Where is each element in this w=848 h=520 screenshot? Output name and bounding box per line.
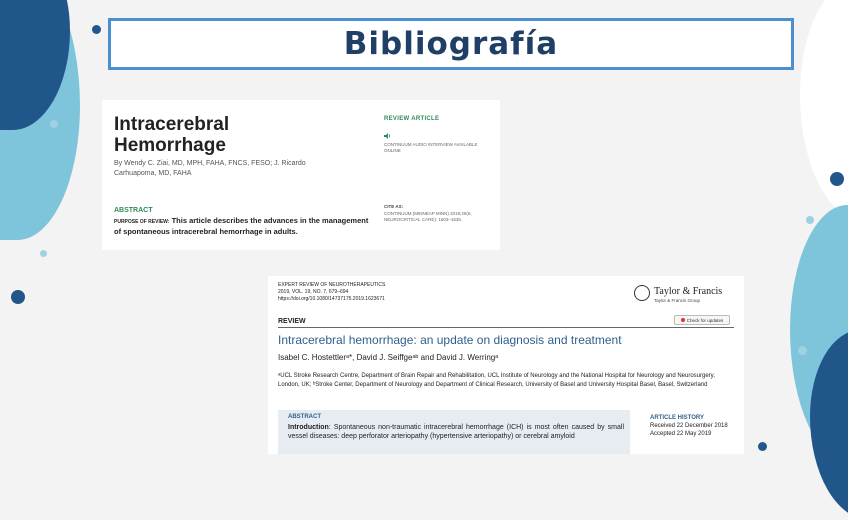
article2-abstract-heading: ABSTRACT bbox=[288, 414, 321, 420]
article2-abstract-text: : Spontaneous non-traumatic intracerebral hemorrhage (ICH) is most often caused by small vessel diseases: deep perforator arteriopathy (hypertensive arteriopathy) or cerebral amyloid bbox=[288, 424, 624, 440]
article2-authors: Isabel C. Hostettlerᵃ*, David J. Seiffgeᵃᵇ and David J. Werringᵃ bbox=[278, 353, 499, 362]
article2-volume: 2019, VOL. 19, NO. 7, 679–694 bbox=[278, 289, 349, 295]
publisher-logo bbox=[634, 284, 734, 306]
article2-accepted: Accepted 22 May 2019 bbox=[650, 431, 712, 437]
update-badge-icon bbox=[681, 318, 685, 322]
article1-authors: By Wendy C. Ziai, MD, MPH, FAHA, FNCS, FESO; J. Ricardo Carhuapoma, MD, FAHA bbox=[114, 160, 306, 177]
article2-affiliations: ᵃUCL Stroke Research Centre, Department of Brain Repair and Rehabilitation, UCL Institute of Neurology and the National Hospital for Neurology and Neurosurgery, London, UK; ᵇStroke Center, Department of Neurology and Department of Clinical Research, University of Basel and University Hospital Basel, Basel, Switzerland bbox=[278, 373, 715, 388]
article1-audio-text: CONTINUUM AUDIO INTERVIEW AVAILABLE ONLINE bbox=[384, 142, 478, 153]
article2-doi: https://doi.org/10.1080/14737175.2019.1623671 bbox=[278, 296, 385, 302]
article1-cite-text: CONTINUUM (MINNEAP MINN) 2019;25(6, NEUROCRITICAL CARE): 1603–1635. bbox=[384, 211, 472, 222]
article1-abstract-text: This article describes the advances in the management of spontaneous intracerebral hemorrhage in adults. bbox=[114, 216, 369, 236]
dot-dark-3 bbox=[830, 172, 844, 186]
article1-title: Intracerebral Hemorrhage bbox=[114, 114, 230, 156]
article-expert-review-snapshot bbox=[268, 276, 744, 454]
taylor-francis-logo-icon bbox=[634, 285, 650, 301]
title-box bbox=[108, 18, 794, 70]
article1-purpose-label: PURPOSE OF REVIEW: bbox=[114, 219, 170, 225]
publisher-sub: Taylor & Francis Group bbox=[654, 298, 701, 303]
check-for-updates-label: Check for updates bbox=[686, 317, 724, 323]
article2-abstract bbox=[288, 423, 624, 441]
publisher-name: Taylor & Francis bbox=[654, 286, 723, 297]
article2-history-heading: ARTICLE HISTORY bbox=[650, 415, 705, 421]
dot-dark-2 bbox=[11, 290, 25, 304]
article2-abstract-box bbox=[278, 410, 630, 454]
slide-title: Bibliografía bbox=[343, 26, 559, 62]
divider bbox=[278, 327, 734, 328]
dot-dark-4 bbox=[758, 442, 767, 451]
article2-title: Intracerebral hemorrhage: an update on diagnosis and treatment bbox=[278, 333, 622, 347]
article1-abstract-heading: ABSTRACT bbox=[114, 207, 153, 214]
article2-section: REVIEW bbox=[278, 318, 306, 325]
dot-dark-1 bbox=[92, 25, 101, 34]
dot-light-2 bbox=[40, 250, 47, 257]
dot-light-1 bbox=[50, 120, 58, 128]
article2-journal: EXPERT REVIEW OF NEUROTHERAPEUTICS bbox=[278, 282, 386, 288]
article1-abstract bbox=[114, 216, 374, 237]
article1-review-label: REVIEW ARTICLE bbox=[384, 116, 440, 122]
article2-intro-label: Introduction bbox=[288, 424, 329, 431]
article-continuum-snapshot bbox=[102, 100, 500, 250]
article1-cite-label: CITE AS: bbox=[384, 204, 404, 209]
blob-right-white bbox=[800, 0, 848, 220]
speaker-icon bbox=[384, 133, 392, 139]
article2-received: Received 22 December 2018 bbox=[650, 423, 728, 429]
dot-light-4 bbox=[798, 346, 807, 355]
article2-history bbox=[650, 414, 728, 438]
check-for-updates-button[interactable] bbox=[674, 315, 730, 325]
article2-journal-info bbox=[278, 282, 385, 303]
dot-light-3 bbox=[806, 216, 814, 224]
